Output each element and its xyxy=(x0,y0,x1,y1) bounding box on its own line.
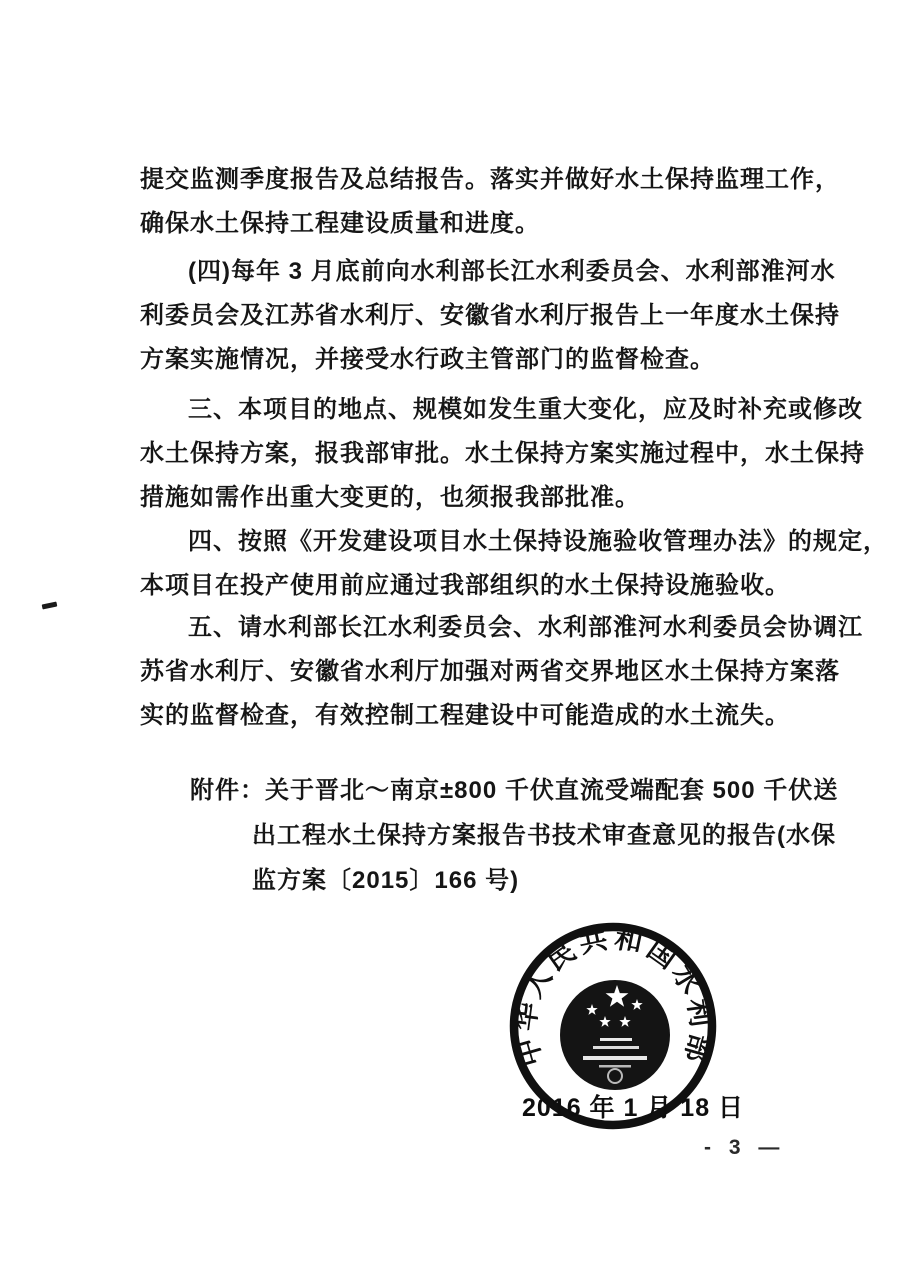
body-paragraph xyxy=(140,520,888,608)
text-line: 提交监测季度报告及总结报告。落实并做好水土保持监理工作， xyxy=(140,166,840,193)
body-paragraph xyxy=(140,158,840,246)
attachment-title-line: 出工程水土保持方案报告书技术审查意见的报告(水保 xyxy=(252,822,836,849)
text-line: 确保水土保持工程建设质量和进度。 xyxy=(140,210,540,237)
margin-scan-artifact xyxy=(42,601,58,609)
text-line: 本项目在投产使用前应通过我部组织的水土保持设施验收。 xyxy=(140,572,790,599)
attachment-label: 附件： xyxy=(190,777,265,804)
attachment-block xyxy=(190,768,839,903)
page-number: - 3 — xyxy=(704,1136,786,1159)
body-paragraph xyxy=(140,606,863,738)
seal-date: 2016 年 1 月 18 日 xyxy=(522,1094,745,1122)
text-line: 方案实施情况，并接受水行政主管部门的监督检查。 xyxy=(140,346,715,373)
attachment-title-line: 监方案〔2015〕166 号) xyxy=(252,867,520,894)
attachment-title-line: 关于晋北～南京±800 千伏直流受端配套 500 千伏送 xyxy=(265,777,839,804)
text-line: (四)每年 3 月底前向水利部长江水利委员会、水利部淮河水 xyxy=(188,258,836,285)
body-paragraph xyxy=(140,388,865,520)
text-line: 五、请水利部长江水利委员会、水利部淮河水利委员会协调江 xyxy=(188,614,863,641)
national-emblem-icon xyxy=(560,980,670,1090)
text-line: 三、本项目的地点、规模如发生重大变化，应及时补充或修改 xyxy=(188,396,863,423)
seal-ring-text: 中华人民共和国水利部 xyxy=(508,921,718,1070)
text-line: 四、按照《开发建设项目水土保持设施验收管理办法》的规定， xyxy=(188,528,888,555)
text-line: 措施如需作出重大变更的，也须报我部批准。 xyxy=(140,484,640,511)
text-line: 水土保持方案，报我部审批。水土保持方案实施过程中，水土保持 xyxy=(140,440,865,467)
body-paragraph xyxy=(140,250,840,382)
text-line: 实的监督检查，有效控制工程建设中可能造成的水土流失。 xyxy=(140,702,790,729)
text-line xyxy=(190,768,839,813)
text-line: 利委员会及江苏省水利厅、安徽省水利厅报告上一年度水土保持 xyxy=(140,302,840,329)
text-line: 苏省水利厅、安徽省水利厅加强对两省交界地区水土保持方案落 xyxy=(140,658,840,685)
